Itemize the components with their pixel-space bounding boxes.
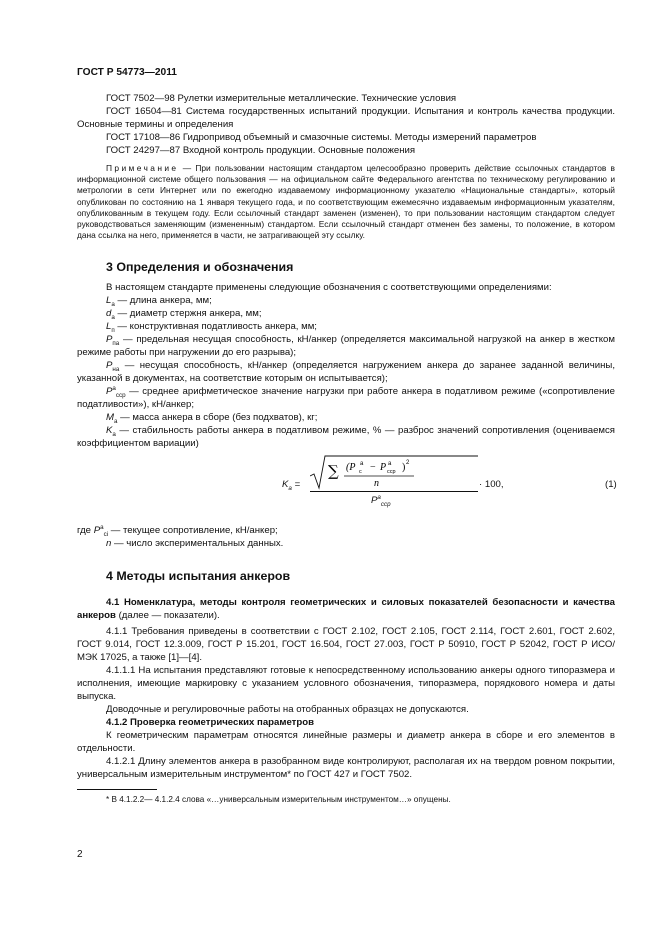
section-3-title: 3 Определения и обозначения — [106, 260, 294, 275]
svg-text:2: 2 — [406, 460, 410, 467]
def-pna: $P_{па}$ — предельная несущая способность, кН/анкер (определяется максимальной нагрузкой на анкер в жестком режиме работы при нагружении до его разрыва); — [77, 334, 615, 359]
def-ma: $M_а$ — масса анкера в сборе (без подхватов), кг; — [106, 412, 318, 426]
formula-denominator: $P^а_{cср}$ — [371, 494, 391, 509]
footnote: * В 4.1.2.2— 4.1.2.4 слова «…универсальным измерительным инструментом…» опущены. — [106, 795, 451, 805]
para-4-1-1: 4.1.1 Требования приведены в соответствии с ГОСТ 2.102, ГОСТ 2.105, ГОСТ 2.114, ГОСТ 2.601, ГОСТ 2.602, ГОСТ 9.014, ГОСТ 12.3.009, ГОСТ Р 15.201, ГОСТ 16.504, ГОСТ 27.003, ГОСТ Р 50910, ГОСТ Р 52042, ГОСТ Р ИСО/МЭК 17025, а также [1]—[4]. — [77, 626, 615, 664]
section-4-1-2-title: 4.1.2 Проверка геометрических параметров — [106, 717, 314, 729]
def-pnaa: $P_{на}$ — несущая способность, кН/анкер (определяется нагружением анкера до заранее заданной величины, указанной в документах, на соответствие которым он испытывается); — [77, 360, 615, 385]
svg-text:P: P — [380, 462, 387, 474]
svg-text:c: c — [359, 469, 362, 476]
section-4 — [77, 568, 615, 781]
document-header: ГОСТ Р 54773—2011 — [77, 67, 177, 78]
note-text: — При пользовании настоящим стандартом целесообразно проверить действие ссылочных стандартов в информационной системе общего пользования — на официальном сайте Федерального агентства по техническому регулированию и метрологии в сети Интернет или по ежегодно издаваемому информационному указателю «Национальные стандарты», который опубликован по состоянию на 1 января текущего года, и по соответствующим ежемесячно издаваемым информационным указателям, опубликованным в текущем году. Если ссылочный стандарт заменен (изменен), то при пользовании настоящим стандартом следует руководствоваться заменяющим (измененным) стандартом. Если ссылочный стандарт отменен без замены, то положение, в котором дана ссылка на него, применяется в части, не затрагивающей эту ссылку. — [77, 163, 616, 241]
svg-text:cср: cср — [387, 469, 396, 476]
where-n: n — число экспериментальных данных. — [106, 538, 284, 550]
svg-text:−: − — [370, 462, 376, 474]
def-la: $L_а$ — длина анкера, мм; — [106, 295, 212, 309]
formula-1 — [77, 454, 615, 520]
para-4-1-2-1: 4.1.2.1 Длину элементов анкера в разобранном виде контролируют, располагая их на твердом ровном покрытии, универсальным измерительным инструментом* по ГОСТ 427 и ГОСТ 7502. — [77, 756, 615, 781]
section-3-intro: В настоящем стандарте применены следующие обозначения с соответствующими определениями: — [106, 282, 552, 294]
svg-text:а: а — [388, 461, 392, 468]
para-4-1-1-1: 4.1.1.1 На испытания представляют готовые к непосредственному использованию анкеры одного типоразмера и исполнения, имеющие маркировку с указанием условного обозначения, типоразмера, порядкового номера и даты выпуска. — [77, 665, 615, 703]
ref-gost-16504: ГОСТ 16504—81 Система государственных испытаний продукции. Испытания и контроль качества продукции. Основные термины и определения — [77, 106, 615, 130]
formula-lhs: $K_а$ = — [282, 479, 301, 493]
def-da: $d_а$ — диаметр стержня анкера, мм; — [106, 308, 262, 322]
footnote-rule — [77, 789, 157, 790]
where-pci: где $P^а_{ci}$ — текущее сопротивление, кН/анкер; — [77, 524, 278, 539]
svg-text:а: а — [360, 461, 364, 468]
formula-fraction-line — [310, 491, 478, 492]
ref-gost-24297: ГОСТ 24297—87 Входной контроль продукции. Основные положения — [106, 145, 416, 156]
svg-text:∑: ∑ — [328, 462, 339, 481]
para-4-1-2: К геометрическим параметрам относятся линейные размеры и диаметр анкера в сборе и его элементов в отдельности. — [77, 730, 615, 755]
document-body — [77, 92, 615, 805]
page-number: 2 — [77, 849, 83, 860]
formula-sqrt — [310, 454, 480, 490]
svg-text:): ) — [402, 462, 406, 474]
def-ka: $K_а$ — стабильность работы анкера в податливом режиме, % — разброс значений сопротивления (оцениваемся коэффициентом вариации) — [77, 425, 616, 450]
reference-note — [77, 163, 615, 241]
ref-gost-7502: ГОСТ 7502—98 Рулетки измерительные металлические. Технические условия — [106, 93, 457, 104]
ref-gost-17108: ГОСТ 17108—86 Гидропривод объемный и смазочные системы. Методы измерений параметров — [106, 132, 537, 143]
formula-tail: · 100, — [479, 479, 504, 491]
section-3 — [77, 259, 615, 550]
svg-text:n: n — [374, 478, 379, 490]
def-ln: $L_п$ — конструктивная податливость анкера, мм; — [106, 321, 317, 335]
section-4-title: 4 Методы испытания анкеров — [106, 569, 291, 584]
formula-number: (1) — [605, 479, 617, 491]
section-4-1: 4.1 Номенклатура, методы контроля геометрических и силовых показателей безопасности и качества анкеров (далее — показатели). — [77, 597, 615, 622]
para-dovod: Доводочные и регулировочные работы на отобранных образцах не допускаются. — [106, 704, 469, 716]
svg-text:(P: (P — [346, 462, 356, 474]
def-pcp: $P^а_{cср}$ — среднее арифметическое значение нагрузки при работе анкера в податливом режиме («сопротивление податливости»), кН/анкер; — [77, 385, 615, 411]
note-label: Примечание — [106, 163, 179, 173]
